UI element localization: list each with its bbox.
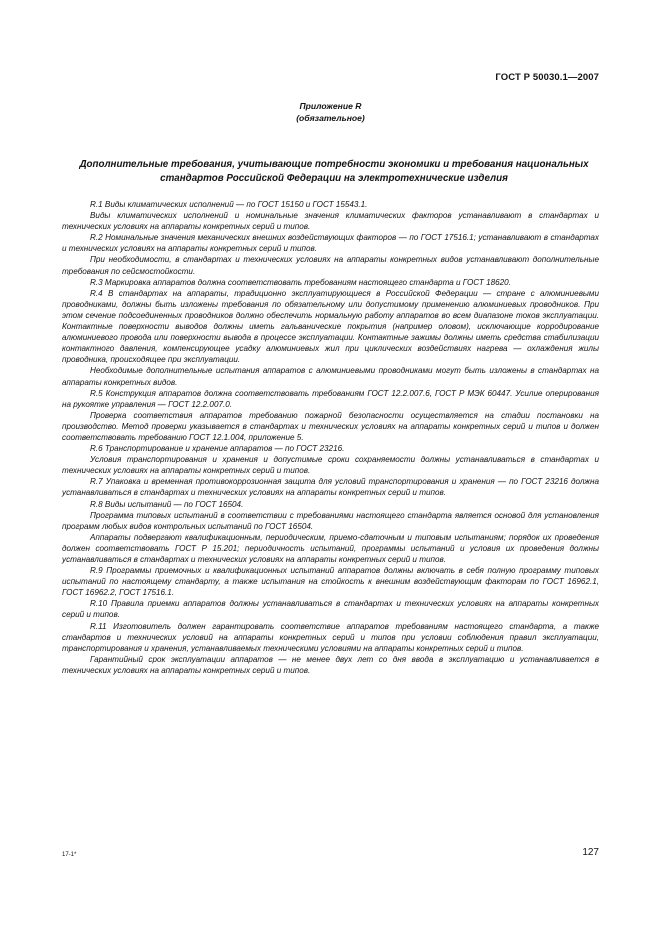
paragraph: Необходимые дополнительные испытания аппаратов с алюминиевыми проводниками могут быть изложены в стандартах на аппараты конкретных видов. bbox=[62, 366, 599, 387]
paragraph-r5: R.5 Конструкция аппаратов должна соответствовать требованиям ГОСТ 12.2.007.6, ГОСТ Р МЭК 60447. Усилие оперирования на рукоятке управления — ГОСТ 12.2.007.0. bbox=[62, 388, 599, 409]
document-code: ГОСТ Р 50030.1—2007 bbox=[495, 72, 599, 83]
appendix-block bbox=[0, 101, 661, 124]
paragraph-r10: R.10 Правила приемки аппаратов должны устанавливаться в стандартах и технических условиях на аппараты конкретных серий и типов. bbox=[62, 599, 599, 620]
paragraph: Условия транспортирования и хранения и допустимые сроки сохраняемости должны устанавливаться в стандартах и технических условиях на аппараты конкретных серий и типов. bbox=[62, 455, 599, 476]
paragraph-r6: R.6 Транспортирование и хранение аппаратов — по ГОСТ 23216. bbox=[90, 444, 345, 454]
paragraph: При необходимости, в стандартах и технических условиях на аппараты конкретных видов устанавливают дополнительные требования по сейсмостойкости. bbox=[62, 255, 599, 276]
paragraph-r4: R.4 В стандартах на аппараты, традиционно эксплуатирующиеся в Российской Федерации — стране с алюминиевыми проводниками, должны быть изложены требования по обязательному или допустимому применению алюминиевых проводников. При этом сечение подсоединенных проводников должно обеспечить нормальную работу аппаратов во всем диапазоне токов эксплуатации. Контактные поверхности выводов должны иметь гальванические покрытия (например оловом), исключающие корродирование алюминиевого провода или поверхности вывода в процессе эксплуатации. Контактные зажимы должны иметь средства стабилизации контактного давления, компенсирующее усадку алюминиевых жил при циклических воздействиях нагрева — охлаждения жилы проводника, происходящее при эксплуатации. bbox=[62, 288, 599, 365]
paragraph-r11: R.11 Изготовитель должен гарантировать соответствие аппаратов требованиям настоящего стандарта, а также стандартов и технических условий на аппараты конкретных серий и типов при условии соблюдения правил эксплуатации, транспортирования и хранения, устанавливаемых техническими условиями на аппараты конкретных серий и типов. bbox=[62, 621, 599, 653]
paragraph-r8: R.8 Виды испытаний — по ГОСТ 16504. bbox=[90, 499, 244, 509]
paragraph: Аппараты подвергают квалификационным, периодическим, приемо-сдаточным и типовым испытаниям; порядок их проведения должен соответствовать ГОСТ Р 15.201; периодичность испытаний, программы испытаний и условия их проведения должны устанавливаться в стандартах и технических условиях на аппараты конкретных серий и типов. bbox=[62, 532, 599, 564]
paragraph-r3: R.3 Маркировка аппаратов должна соответствовать требованиям настоящего стандарта и ГОСТ 18620. bbox=[90, 277, 511, 287]
paragraph: Гарантийный срок эксплуатации аппаратов — не менее двух лет со дня ввода в эксплуатацию и устанавливается в технических условиях на аппараты конкретных серий и типов. bbox=[62, 654, 599, 675]
appendix-heading: Дополнительные требования, учитывающие потребности экономики и требования национальных стандартов Российской Федерации на электротехнические изделия bbox=[79, 159, 589, 184]
paragraph: Проверка соответствия аппаратов требованию пожарной безопасности осуществляется на стадии постановки на производство. Метод проверки указывается в стандартах и технических условиях на аппараты конкретных серий и типов и должен соответствовать требованию ГОСТ 12.1.004, приложение 5. bbox=[62, 410, 599, 442]
paragraph-r9: R.9 Программы приемочных и квалификационных испытаний аппаратов должны включать в себя полную программу типовых испытаний по настоящему стандарту, а также испытания на стойкость к внешним воздействующим факторам по ГОСТ 16962.1, ГОСТ 16962.2, ГОСТ 17516.1. bbox=[62, 566, 599, 598]
body-text bbox=[62, 199, 599, 676]
sheet-mark: 17-1* bbox=[62, 852, 77, 858]
paragraph-r7: R.7 Упаковка и временная противокоррозионная защита для условий транспортирования и хранения — по ГОСТ 23216 должна устанавливаться в стандартах и технических условиях на аппараты конкретных серий и типов. bbox=[62, 477, 599, 498]
page-number: 127 bbox=[582, 847, 599, 858]
paragraph: Программа типовых испытаний в соответствии с требованиями настоящего стандарта является основой для установления программ любых видов контрольных испытаний по ГОСТ 16504. bbox=[62, 510, 599, 531]
paragraph-r2: R.2 Номинальные значения механических внешних воздействующих факторов — по ГОСТ 17516.1; устанавливают в стандартах и технических условиях на аппараты конкретных серий и типов. bbox=[62, 233, 599, 254]
paragraph: Виды климатических исполнений и номинальные значения климатических факторов устанавливают в стандартах и технических условиях на аппараты конкретных серий и типов. bbox=[62, 211, 599, 232]
paragraph-r1: R.1 Виды климатических исполнений — по ГОСТ 15150 и ГОСТ 15543.1. bbox=[90, 200, 368, 209]
appendix-note: (обязательное) bbox=[296, 112, 365, 123]
appendix-title: Приложение R bbox=[299, 101, 362, 111]
